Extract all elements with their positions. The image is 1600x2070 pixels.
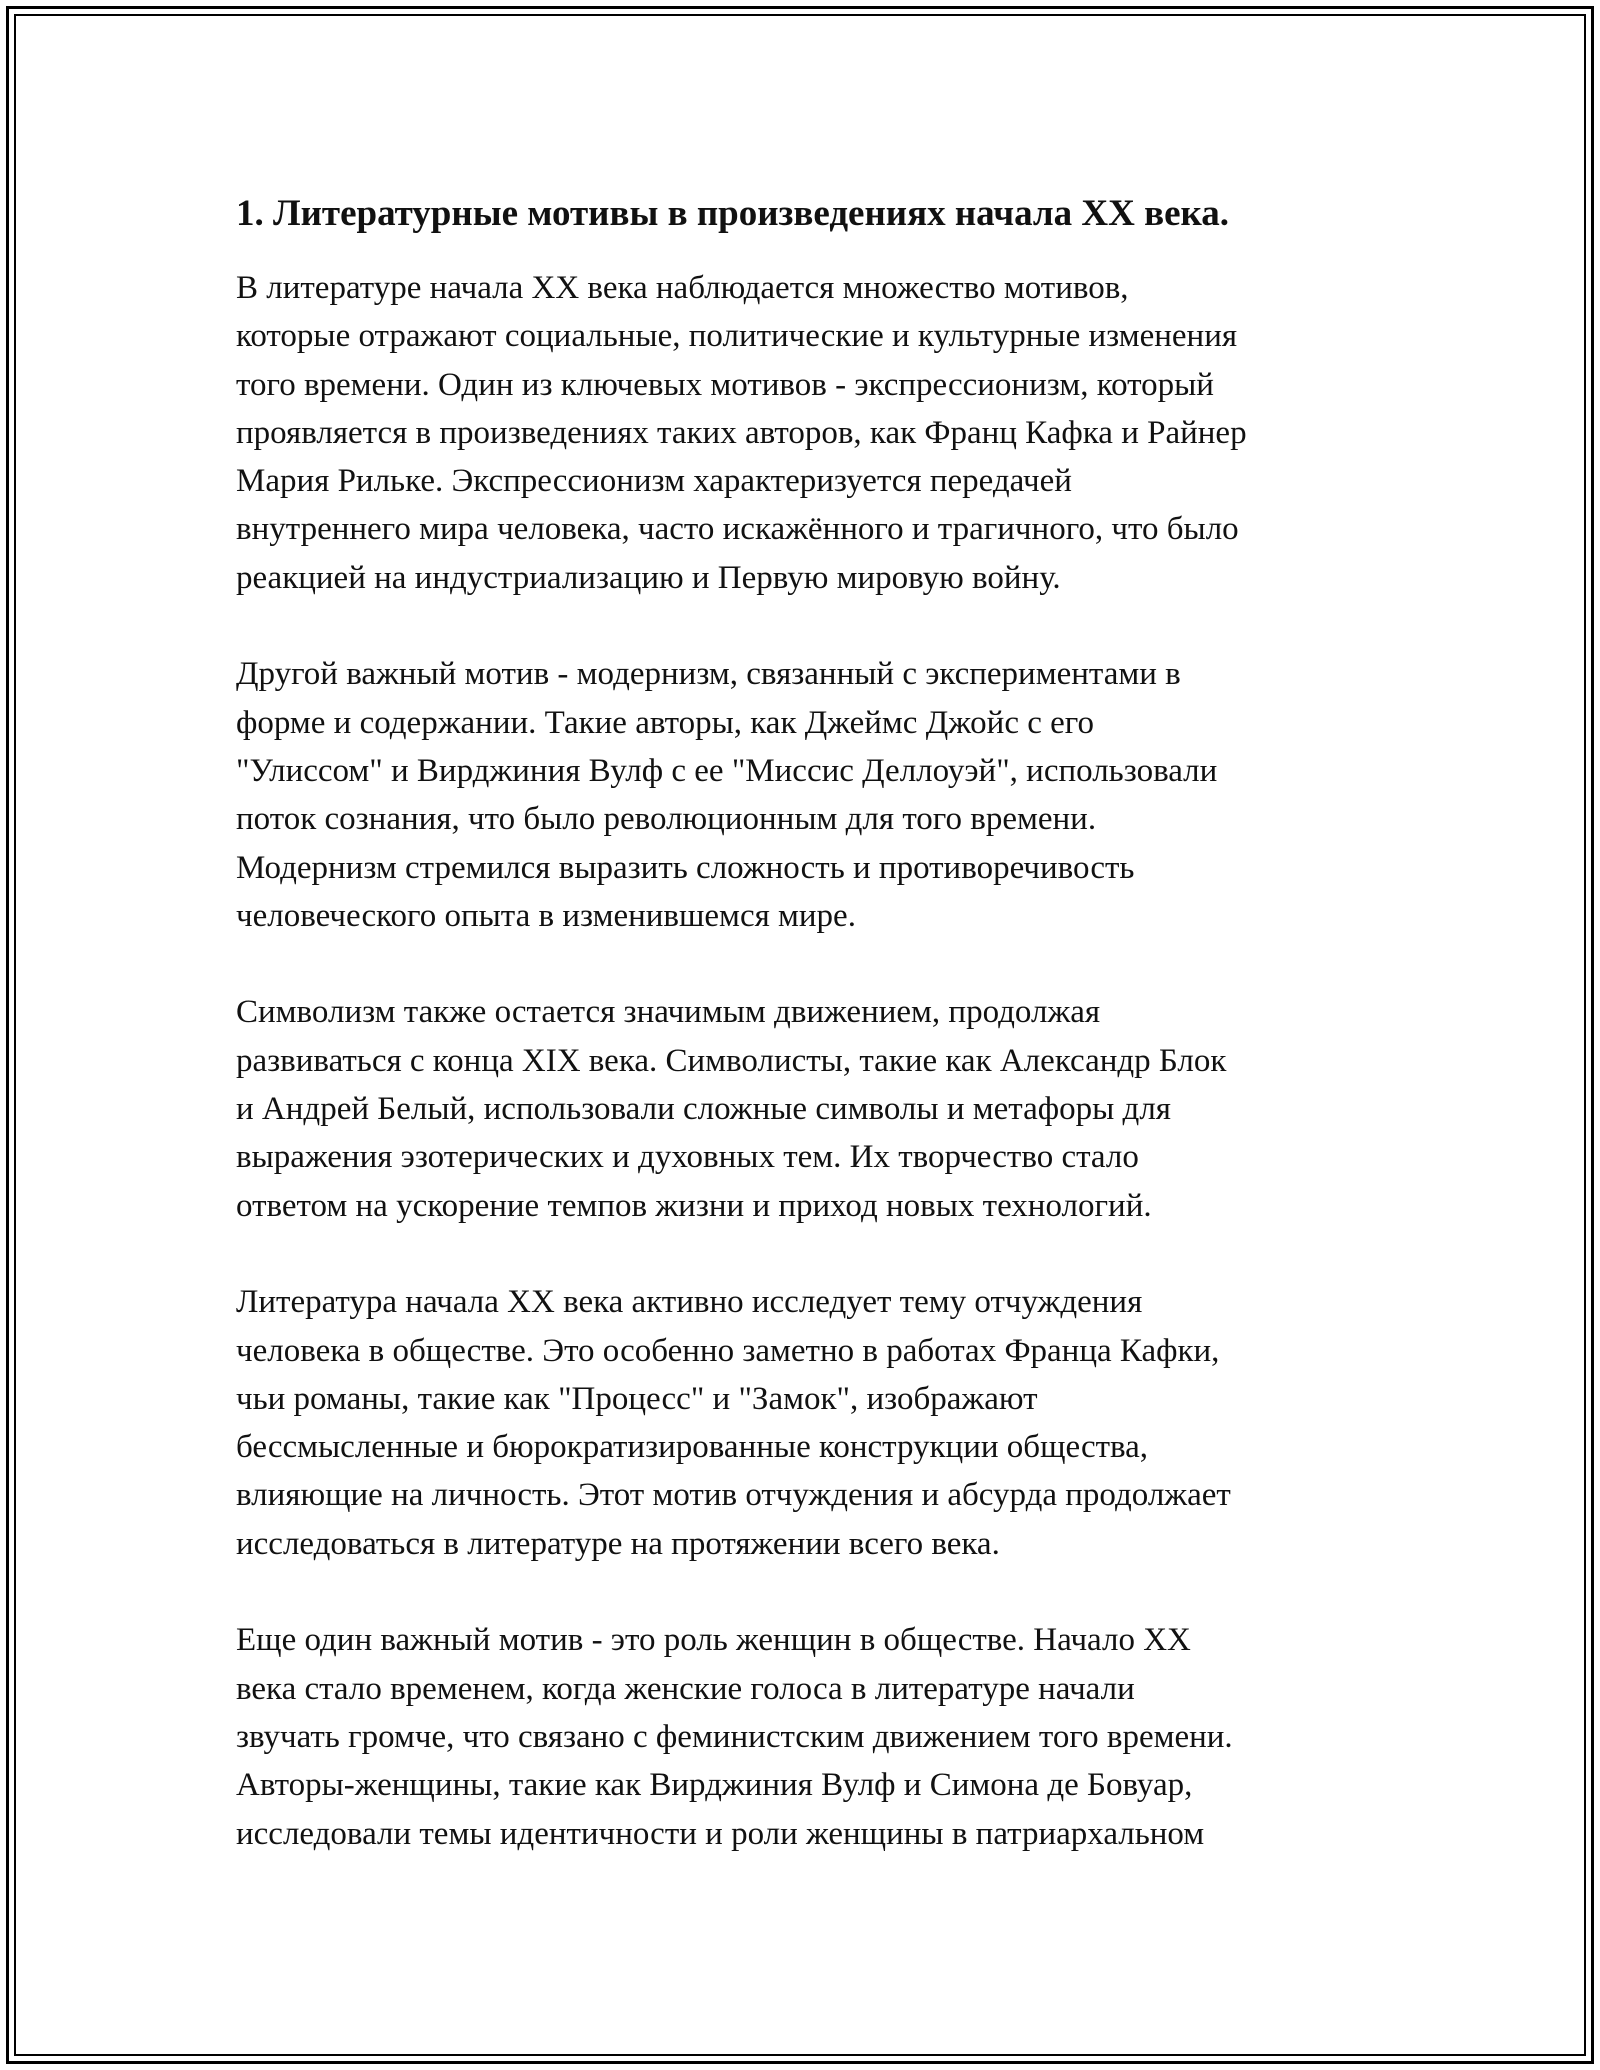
- text-line: бессмысленные и бюрократизированные конструкции общества,: [236, 1429, 1149, 1466]
- paragraph-symbolism: [236, 988, 1386, 1229]
- text-line: Еще один важный мотив - это роль женщин в обществе. Начало XX: [236, 1622, 1191, 1659]
- text-line: Другой важный мотив - модернизм, связанный с экспериментами в: [236, 656, 1181, 693]
- text-line: выражения эзотерических и духовных тем. Их творчество стало: [236, 1139, 1139, 1176]
- text-line: Авторы-женщины, такие как Вирджиния Вулф и Симона де Бовуар,: [236, 1767, 1193, 1804]
- text-line: человеческого опыта в изменившемся мире.: [236, 897, 856, 934]
- text-line: влияющие на личность. Этот мотив отчуждения и абсурда продолжает: [236, 1477, 1231, 1514]
- text-line: века стало временем, когда женские голоса в литературе начали: [236, 1670, 1135, 1707]
- text-line: того времени. Один из ключевых мотивов - экспрессионизм, который: [236, 366, 1214, 403]
- paragraph-modernism: [236, 650, 1386, 940]
- text-line: звучать громче, что связано с феминистским движением того времени.: [236, 1718, 1233, 1755]
- text-line: Литература начала XX века активно исследует тему отчуждения: [236, 1284, 1143, 1321]
- paragraph-alienation: [236, 1278, 1386, 1568]
- text-line: Модернизм стремился выразить сложность и противоречивость: [236, 849, 1135, 886]
- text-line: ответом на ускорение темпов жизни и приход новых технологий.: [236, 1187, 1152, 1224]
- paragraph-women-role: [236, 1616, 1386, 1857]
- paragraph-expressionism: [236, 264, 1386, 602]
- text-line: чьи романы, такие как "Процесс" и "Замок", изображают: [236, 1380, 1038, 1417]
- text-line: форме и содержании. Такие авторы, как Джеймс Джойс с его: [236, 704, 1094, 741]
- text-line: Мария Рильке. Экспрессионизм характеризуется передачей: [236, 463, 1072, 500]
- text-line: исследовали темы идентичности и роли женщины в патриархальном: [236, 1815, 1205, 1852]
- text-line: которые отражают социальные, политические и культурные изменения: [236, 318, 1238, 355]
- section-heading: 1. Литературные мотивы в произведениях начала XX века.: [236, 193, 1230, 234]
- text-line: и Андрей Белый, использовали сложные символы и метафоры для: [236, 1091, 1171, 1128]
- text-line: проявляется в произведениях таких авторов, как Франц Кафка и Райнер: [236, 414, 1247, 451]
- document-body: [236, 186, 1386, 1858]
- text-line: "Улиссом" и Вирджиния Вулф с ее "Миссис Деллоуэй", использовали: [236, 752, 1218, 789]
- text-line: внутреннего мира человека, часто искажённого и трагичного, что было: [236, 511, 1239, 548]
- text-line: Символизм также остается значимым движением, продолжая: [236, 994, 1101, 1031]
- text-line: В литературе начала XX века наблюдается множество мотивов,: [236, 270, 1129, 306]
- text-line: поток сознания, что было революционным для того времени.: [236, 801, 1097, 838]
- text-line: реакцией на индустриализацию и Первую мировую войну.: [236, 559, 1061, 596]
- text-line: человека в обществе. Это особенно заметно в работах Франца Кафки,: [236, 1332, 1220, 1369]
- text-line: исследоваться в литературе на протяжении всего века.: [236, 1525, 1000, 1562]
- text-line: развиваться с конца XIX века. Символисты, такие как Александр Блок: [236, 1042, 1227, 1079]
